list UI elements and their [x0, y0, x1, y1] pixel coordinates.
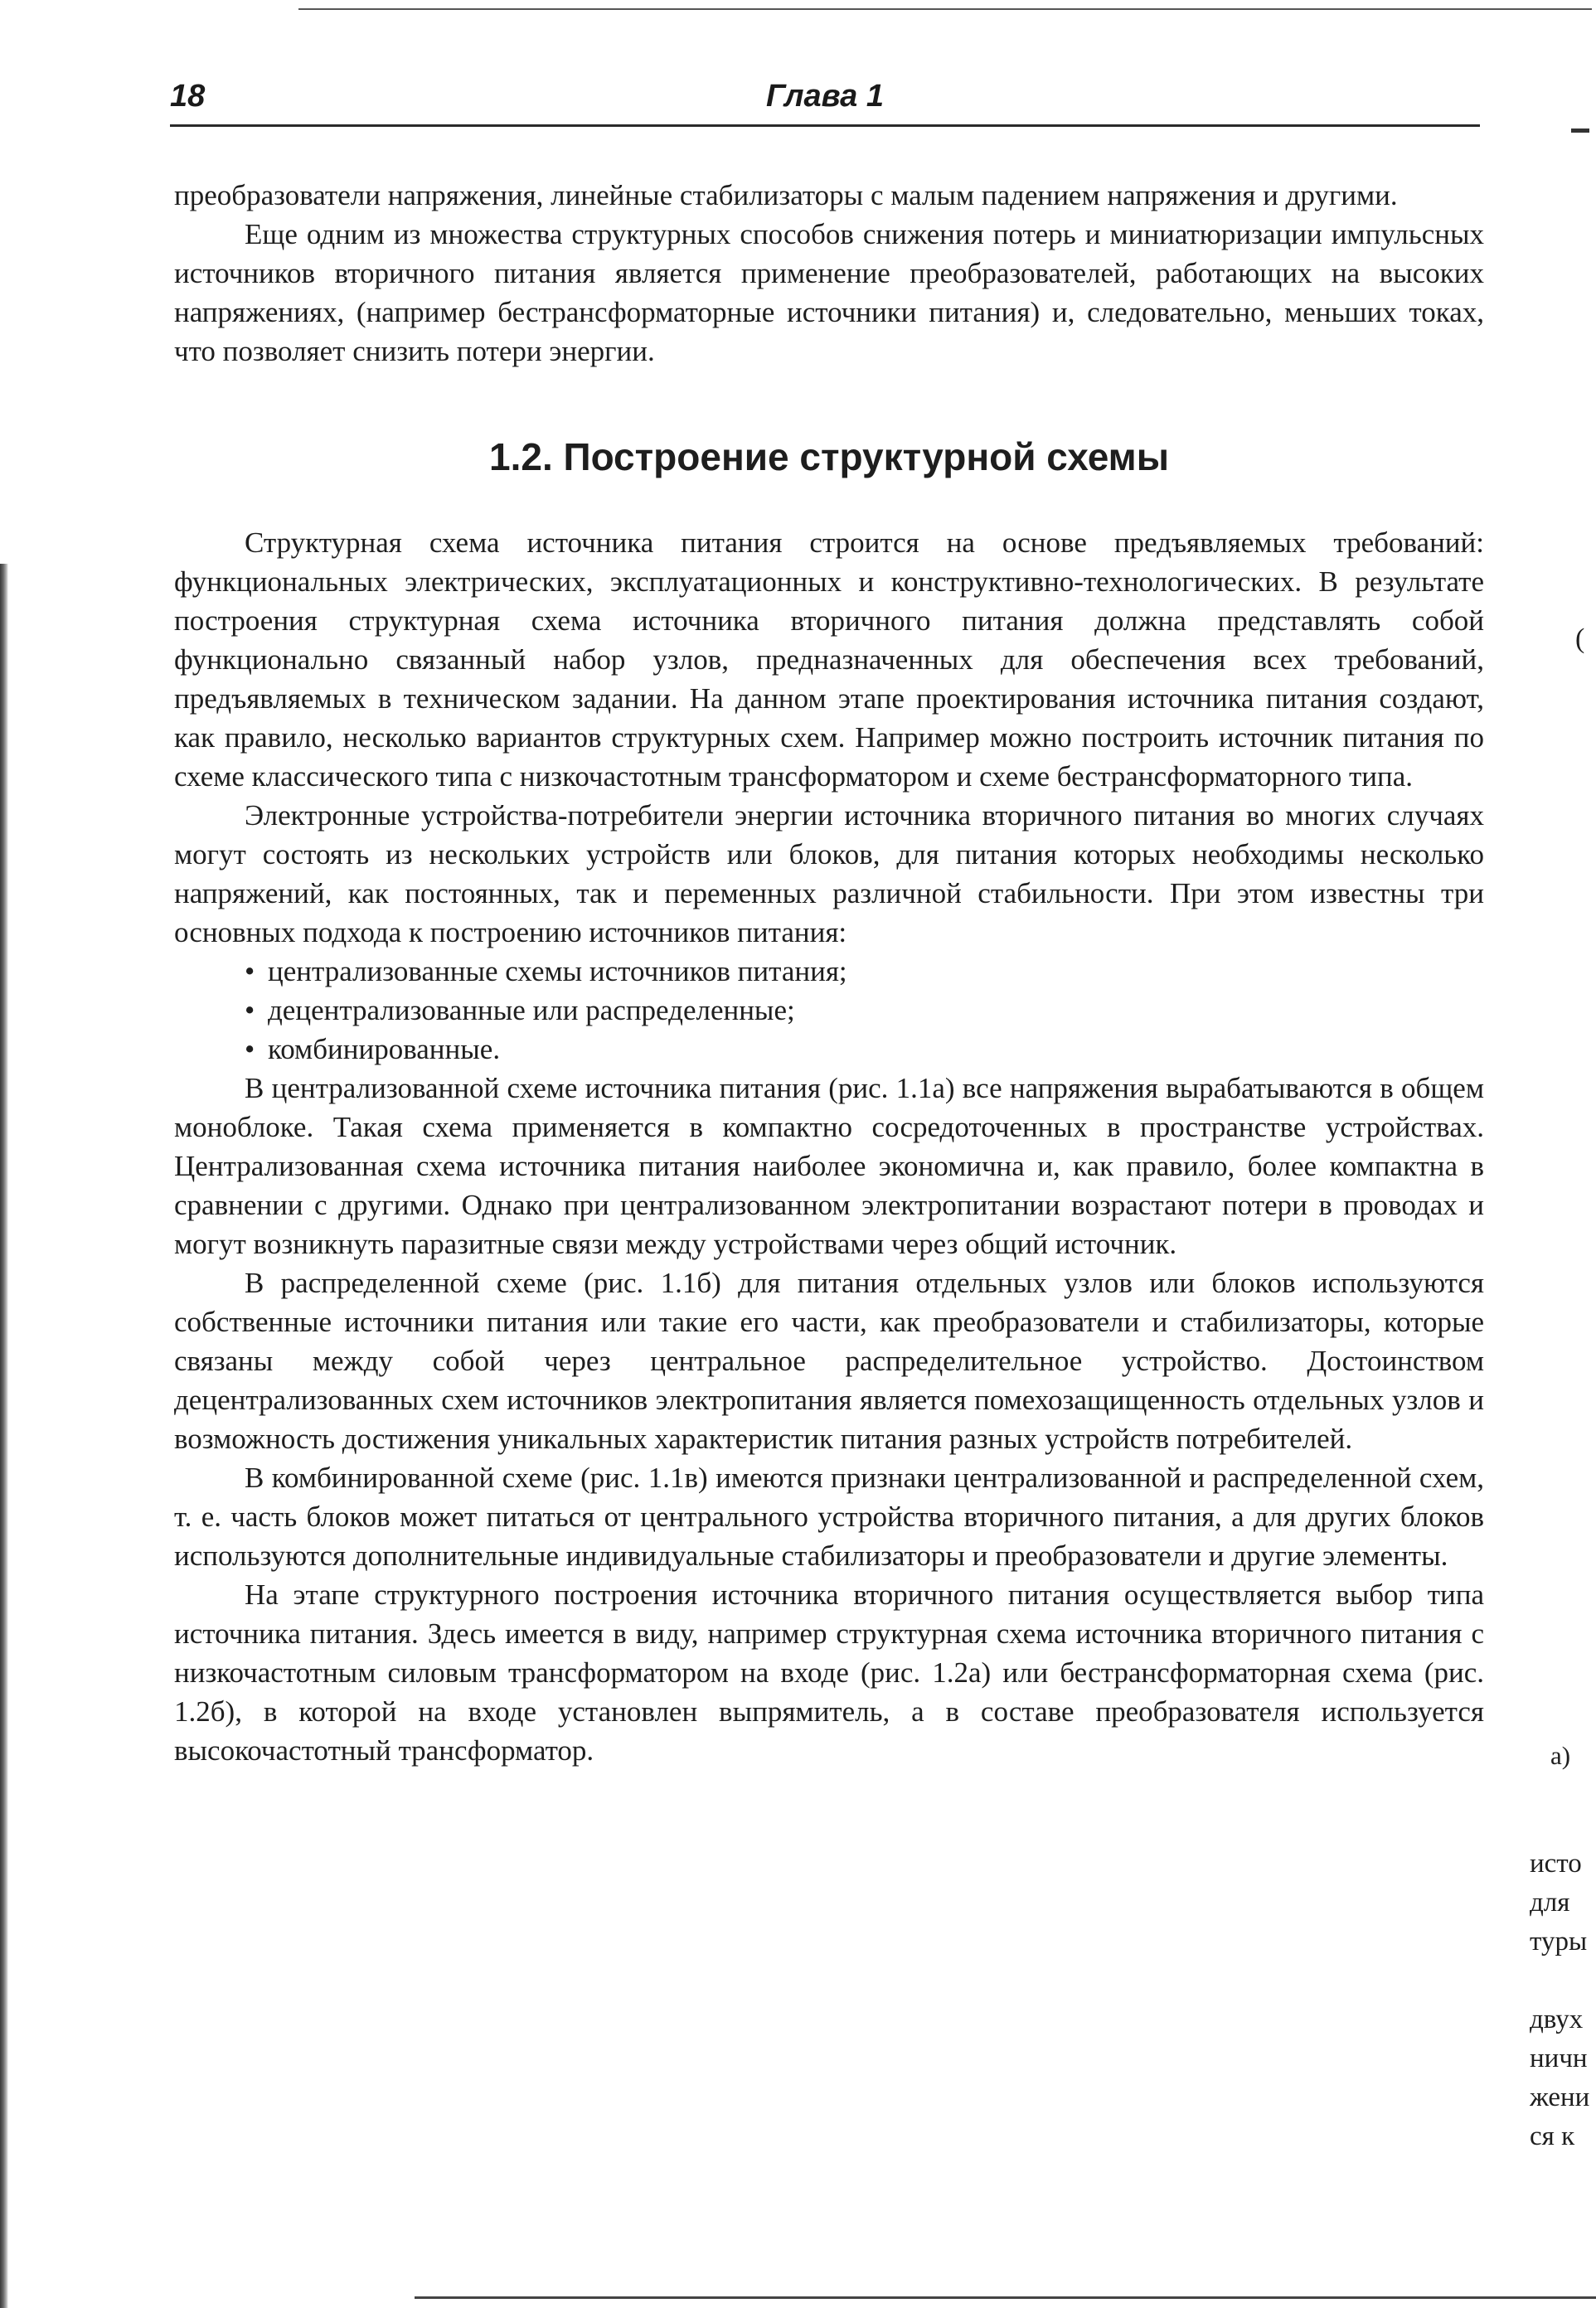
- adjacent-page-fragment: жени: [1530, 2083, 1590, 2112]
- adjacent-page-fragment: исто: [1530, 1849, 1582, 1879]
- adjacent-page-fragments: [1530, 1845, 1596, 2156]
- adjacent-page-fragment: для: [1530, 1888, 1570, 1918]
- adjacent-page-mark: (: [1575, 623, 1585, 654]
- list-item: • централизованные схемы источников питания;: [245, 952, 1484, 991]
- paragraph: Структурная схема источника питания строится на основе предъявляемых требований: функциональных электрических, эксплуатационных и конструктивно-технологических. В результате построения структурная схема источника вторичного питания должна представлять собой функционально связанный набор узлов, предназначенных для обеспечения всех требований, предъявляемых в техническом задании. На данном этапе проектирования источника питания создают, как правило, несколько вариантов структурных схем. Например можно построить источник питания по схеме классического типа с низкочастотным трансформатором и схеме бестрансформаторного типа.: [174, 526, 1484, 793]
- chapter-title: Глава 1: [766, 79, 884, 114]
- adjacent-page-fragment: туры: [1530, 1927, 1588, 1956]
- adjacent-page-fragment: ничн: [1530, 2044, 1588, 2073]
- adjacent-page-fragment: двух: [1530, 2005, 1584, 2034]
- list-item: • децентрализованные или распределенные;: [245, 991, 1484, 1030]
- scan-edge-shadow-left: [0, 564, 8, 2308]
- page-number: 18: [170, 79, 206, 114]
- adjacent-page-fragment: [1530, 1961, 1596, 2000]
- paragraph: В комбинированной схеме (рис. 1.1в) имеются признаки централизованной и распределенной схем, т. е. часть блоков может питаться от центрального устройства вторичного питания, а для других блоков используются дополнительные индивидуальные стабилизаторы и преобразователи и другие элементы.: [174, 1462, 1484, 1572]
- margin-dash: [1571, 128, 1589, 133]
- running-header: [170, 79, 1480, 120]
- paragraph: преобразователи напряжения, линейные стабилизаторы с малым падением напряжения и другими.: [174, 179, 1398, 211]
- adjacent-page-figure-label: а): [1550, 1741, 1571, 1770]
- paragraph: Электронные устройства-потребители энергии источника вторичного питания во многих случаях могут состоять из нескольких устройств или блоков, для питания которых необходимы несколько напряжений, как постоянных, так и переменных различной стабильности. При этом известны три основных подхода к построению источников питания:: [174, 799, 1484, 948]
- page-body: [174, 176, 1484, 1770]
- list-item: • комбинированные.: [245, 1030, 1484, 1069]
- adjacent-page-fragment: ся к: [1530, 2121, 1575, 2151]
- paragraph: Еще одним из множества структурных способов снижения потерь и миниатюризации импульсных источников вторичного питания является применение преобразователей, работающих на высоких напряжениях, (например бестрансформаторные источники питания) и, следовательно, меньших токах, что позволяет снизить потери энергии.: [174, 218, 1484, 367]
- paragraph: В централизованной схеме источника питания (рис. 1.1а) все напряжения вырабатываются в общем моноблоке. Такая схема применяется в компактно сосредоточенных в пространстве устройствах. Централизованная схема источника питания наиболее экономична и, как правило, более компактна в сравнении с другими. Однако при централизованном электропитании возрастают потери в проводах и могут возникнуть паразитные связи между устройствами через общий источник.: [174, 1072, 1484, 1260]
- scan-edge-line-top: [298, 8, 1592, 10]
- bullet-list: [174, 952, 1484, 1069]
- paragraph: В распределенной схеме (рис. 1.1б) для питания отдельных узлов или блоков используются собственные источники питания или такие его части, как преобразователи и стабилизаторы, которые связаны между собой через центральное распределительное устройство. Достоинством децентрализованных схем источников электропитания является помехозащищенность отдельных узлов и возможность достижения уникальных характеристик питания разных устройств потребителей.: [174, 1267, 1484, 1455]
- paragraph: На этапе структурного построения источника вторичного питания осуществляется выбор типа источника питания. Здесь имеется в виду, например структурная схема источника вторичного питания с низкочастотным силовым трансформатором на входе (рис. 1.2а) или бестрансформаторная схема (рис. 1.2б), в которой на входе установлен выпрямитель, а в составе преобразователя используется высокочастотный трансформатор.: [174, 1578, 1484, 1767]
- scan-edge-line-bottom: [415, 2296, 1596, 2299]
- header-rule: [170, 124, 1480, 127]
- section-heading: 1.2. Построение структурной схемы: [489, 435, 1169, 478]
